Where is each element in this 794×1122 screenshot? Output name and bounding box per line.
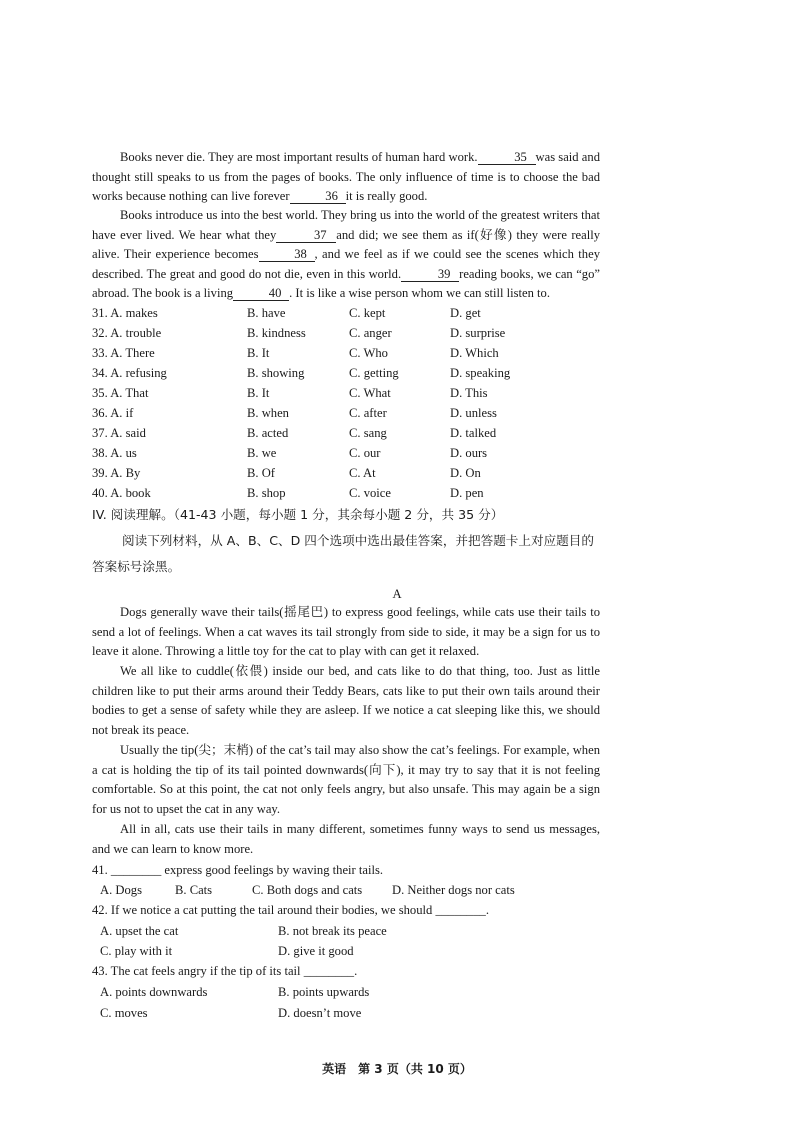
- option-row-35: [92, 386, 612, 406]
- cloze-text: Books never die. They are most important results of human hard work.: [120, 150, 478, 164]
- option-d: D. speaking: [450, 366, 511, 380]
- option-a: 39. A. By: [92, 466, 141, 480]
- option-row-36: [92, 406, 612, 426]
- blank-36: 36: [290, 189, 346, 204]
- option-c: C. getting: [349, 366, 399, 380]
- cloze-text: , and we feel as if we could see the scenes which they described. The great and good do not die, even in this world.: [92, 247, 600, 281]
- option-b: B. Of: [247, 466, 275, 480]
- option-row-33: [92, 346, 612, 366]
- passage-paragraph-1: Dogs generally wave their tails(摇尾巴) to express good feelings, while cats use their tails to send a lot of feelings. When a cat waves its tail strongly from side to side, it may be a sign for us to leave it alone. Throwing a little toy for the cat to play with can get it relaxed.: [92, 605, 600, 659]
- question-43-option-d: D. doesn’t move: [278, 1006, 362, 1020]
- option-row-32: [92, 326, 612, 346]
- option-a: 37. A. said: [92, 426, 146, 440]
- option-d: D. unless: [450, 406, 497, 420]
- option-b: B. when: [247, 406, 289, 420]
- option-row-39: [92, 466, 612, 486]
- passage-paragraph-2: We all like to cuddle(依偎) inside our bed, and cats like to do that thing, too. Just as little children like to put their arms around their Teddy Bears, cats like to put their own tails around their bodies to get a sense of safety while they are asleep. If we notice a cat sleeping like this, we should not break its peace.: [92, 664, 600, 737]
- question-42-option-c: C. play with it: [100, 944, 173, 958]
- blank-38: 38: [259, 247, 315, 262]
- blank-35: 35: [478, 150, 536, 165]
- cloze-text: reading books, we can “go” abroad. The book is a living: [92, 266, 600, 301]
- option-d: D. pen: [450, 486, 484, 500]
- option-c: C. voice: [349, 486, 391, 500]
- option-c: C. Who: [349, 346, 388, 360]
- page-footer: 英语 第 3 页（共 10 页）: [322, 1062, 472, 1076]
- cloze-text: it is really good.: [345, 189, 428, 204]
- option-a: 36. A. if: [92, 406, 134, 420]
- option-d: D. get: [450, 306, 481, 320]
- option-c: C. anger: [349, 326, 392, 340]
- option-d: D. surprise: [450, 326, 506, 340]
- section-instruction: 阅读下列材料，从 A、B、C、D 四个选项中选出最佳答案，并把答题卡上对应题目的答案标号涂黑。: [92, 533, 594, 574]
- passage-paragraph-4: All in all, cats use their tails in many different, sometimes funny ways to send us messages, and we can learn to know more.: [92, 822, 600, 856]
- question-41-option-d: D. Neither dogs nor cats: [392, 883, 515, 897]
- option-a: 38. A. us: [92, 446, 137, 460]
- cloze-paragraph-2: [92, 206, 600, 304]
- question-43-option-a: A. points downwards: [100, 985, 208, 999]
- question-43-option-c: C. moves: [100, 1006, 148, 1020]
- option-a: 31. A. makes: [92, 306, 158, 320]
- passage-label: A: [392, 587, 402, 601]
- option-row-40: [92, 486, 612, 506]
- option-b: B. shop: [247, 486, 286, 500]
- option-row-31: [92, 306, 612, 326]
- blank-40: 40: [233, 286, 289, 301]
- question-41-option-a: A. Dogs: [100, 883, 142, 897]
- option-row-34: [92, 366, 612, 386]
- blank-37: 37: [276, 228, 336, 243]
- option-c: C. At: [349, 466, 376, 480]
- option-b: B. acted: [247, 426, 289, 440]
- option-row-37: [92, 426, 612, 446]
- option-a: 35. A. That: [92, 386, 149, 400]
- option-d: D. On: [450, 466, 481, 480]
- option-d: D. This: [450, 386, 488, 400]
- cloze-text: . It is like a wise person whom we can still listen to.: [289, 286, 551, 301]
- option-c: C. What: [349, 386, 391, 400]
- blank-39: 39: [401, 267, 459, 282]
- option-c: C. sang: [349, 426, 387, 440]
- option-b: B. It: [247, 346, 270, 360]
- option-b: B. have: [247, 306, 286, 320]
- cloze-text: Books introduce us into the best world. They bring us into the world of the greatest writers that have ever lived. We hear what they: [92, 208, 600, 242]
- option-a: 32. A. trouble: [92, 326, 162, 340]
- section-title: IV. 阅读理解。（41-43 小题，每小题 1 分，其余每小题 2 分，共 35 分）: [92, 507, 504, 522]
- cloze-text: was said and thought still speaks to us from the pages of books. The only influence of time is to choose the bad works because nothing can live forever: [92, 150, 600, 204]
- question-42-stem: 42. If we notice a cat putting the tail around their bodies, we should ________.: [92, 903, 489, 917]
- option-d: D. Which: [450, 346, 499, 360]
- option-d: D. ours: [450, 446, 488, 460]
- passage-paragraph-3: Usually the tip(尖；末梢) of the cat’s tail may also show the cat’s feelings. For example, when a cat is holding the tip of its tail pointed downwards(向下), it may try to say that it is not feeling comfortable. So at this point, the cat not only feels angry, but also unsafe. This may again be a sign for us not to upset the cat in any way.: [92, 743, 600, 816]
- option-b: B. we: [247, 446, 277, 460]
- option-d: D. talked: [450, 426, 497, 440]
- option-a: 40. A. book: [92, 486, 151, 500]
- cloze-paragraph-1: [92, 148, 600, 207]
- question-41-stem: 41. ________ express good feelings by waving their tails.: [92, 863, 384, 877]
- option-c: C. our: [349, 446, 381, 460]
- question-42-option-b: B. not break its peace: [278, 924, 387, 938]
- cloze-text: and did; we see them as if(好像) they were really alive. Their experience becomes: [92, 227, 600, 262]
- option-a: 33. A. There: [92, 346, 155, 360]
- option-b: B. kindness: [247, 326, 306, 340]
- question-42-option-a: A. upset the cat: [100, 924, 179, 938]
- option-a: 34. A. refusing: [92, 366, 167, 380]
- option-c: C. after: [349, 406, 387, 420]
- option-b: B. showing: [247, 366, 305, 380]
- question-41-option-c: C. Both dogs and cats: [252, 883, 363, 897]
- option-row-38: [92, 446, 612, 466]
- question-41-option-b: B. Cats: [175, 883, 213, 897]
- question-43-stem: 43. The cat feels angry if the tip of its tail ________.: [92, 964, 358, 978]
- question-43-option-b: B. points upwards: [278, 985, 370, 999]
- option-c: C. kept: [349, 306, 386, 320]
- option-b: B. It: [247, 386, 270, 400]
- question-42-option-d: D. give it good: [278, 944, 354, 958]
